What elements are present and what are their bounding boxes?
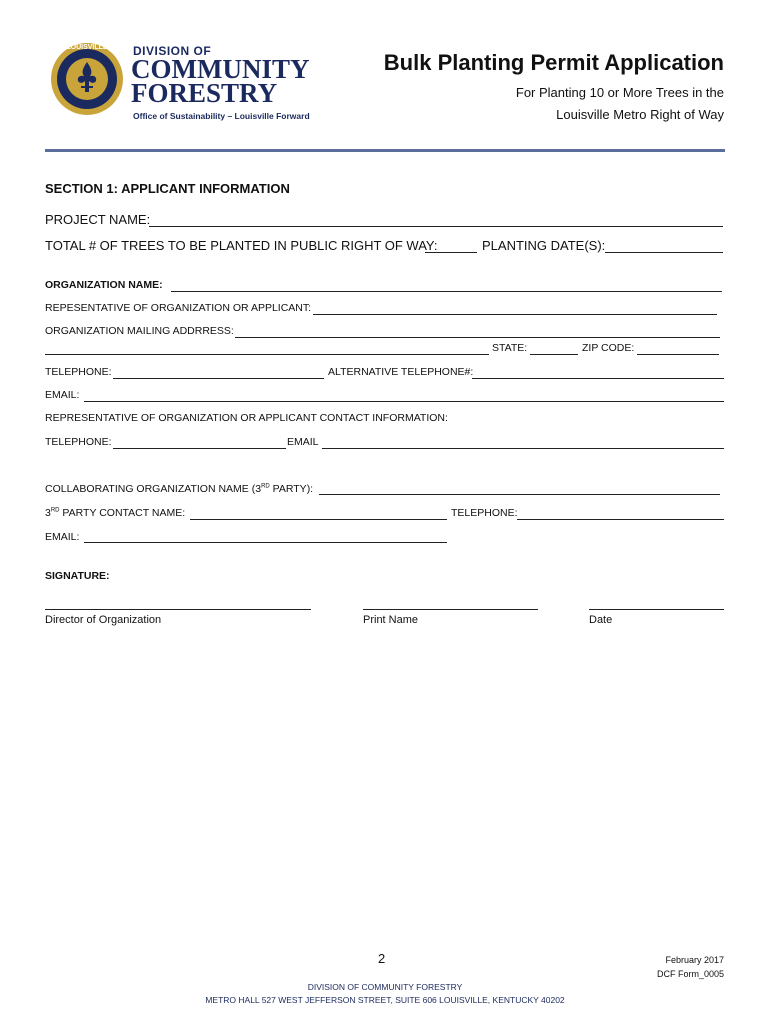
page-number: 2: [378, 951, 386, 966]
footer-form-id: DCF Form_0005: [656, 969, 724, 979]
director-label: Director of Organization: [45, 614, 162, 626]
total-trees-label: TOTAL # OF TREES TO BE PLANTED IN PUBLIC RIGHT OF WAY:: [45, 238, 438, 253]
page-subtitle-line1: For Planting 10 or More Trees in the: [515, 85, 724, 100]
print-name-line[interactable]: [363, 609, 538, 610]
collaborating-org-field[interactable]: [319, 494, 720, 495]
seal-ring-text: LOUISVILLE: [66, 44, 108, 51]
email-field[interactable]: [84, 401, 724, 402]
zip-code-label: ZIP CODE:: [582, 342, 635, 354]
rep-contact-info-label: REPRESENTATIVE OF ORGANIZATION OR APPLICANT CONTACT INFORMATION:: [45, 412, 448, 424]
project-name-field[interactable]: [149, 226, 723, 227]
telephone-label: TELEPHONE:: [45, 366, 112, 378]
project-name-label: PROJECT NAME:: [45, 212, 151, 227]
section-heading: SECTION 1: APPLICANT INFORMATION: [45, 181, 290, 196]
third-party-email-label: EMAIL:: [45, 531, 80, 543]
rep-telephone-field[interactable]: [113, 448, 286, 449]
footer-address-line: METRO HALL 527 WEST JEFFERSON STREET, SUITE 606 LOUISVILLE, KENTUCKY 40202: [205, 995, 565, 1005]
date-label: Date: [589, 614, 613, 626]
mailing-address-label: ORGANIZATION MAILING ADDRRESS:: [45, 325, 234, 337]
third-party-telephone-field[interactable]: [517, 519, 724, 520]
state-label: STATE:: [492, 342, 528, 354]
mailing-address-field-2[interactable]: [45, 354, 489, 355]
third-party-email-field[interactable]: [84, 542, 447, 543]
logo-office-line: Office of Sustainability – Louisville Forward: [133, 111, 310, 121]
footer-date: February 2017: [665, 955, 724, 965]
print-name-label: Print Name: [363, 614, 419, 626]
state-field[interactable]: [530, 354, 578, 355]
organization-name-field[interactable]: [171, 291, 722, 292]
alt-telephone-field[interactable]: [472, 378, 724, 379]
page-title: Bulk Planting Permit Application: [383, 50, 724, 75]
header-divider: [45, 149, 725, 152]
logo-community: COMMUNITY: [131, 54, 310, 84]
date-line[interactable]: [589, 609, 724, 610]
rep-email-label: EMAIL: [287, 436, 319, 448]
alt-telephone-label: ALTERNATIVE TELEPHONE#:: [328, 366, 474, 378]
email-label: EMAIL:: [45, 389, 80, 401]
total-trees-field[interactable]: [425, 252, 477, 253]
collaborating-org-label: COLLABORATING ORGANIZATION NAME (3RD PARTY):: [45, 483, 314, 495]
footer-org-line: DIVISION OF COMMUNITY FORESTRY: [307, 982, 463, 992]
signature-heading: SIGNATURE:: [45, 570, 110, 582]
planting-dates-label: PLANTING DATE(S):: [482, 238, 606, 253]
representative-field[interactable]: [313, 314, 717, 315]
logo-division-of: DIVISION OF: [133, 44, 212, 58]
third-party-contact-field[interactable]: [190, 519, 447, 520]
mailing-address-field-1[interactable]: [235, 337, 720, 338]
third-party-contact-label: 3RD PARTY CONTACT NAME:: [45, 507, 186, 519]
rep-email-field[interactable]: [322, 448, 724, 449]
zip-code-field[interactable]: [637, 354, 719, 355]
representative-label: REPESENTATIVE OF ORGANIZATION OR APPLICANT:: [45, 302, 312, 314]
telephone-field[interactable]: [113, 378, 324, 379]
seal-logo: [50, 42, 124, 116]
organization-name-label: ORGANIZATION NAME:: [45, 279, 163, 291]
planting-dates-field[interactable]: [605, 252, 723, 253]
rep-telephone-label: TELEPHONE:: [45, 436, 112, 448]
director-signature-line[interactable]: [45, 609, 311, 610]
page-subtitle-line2: Louisville Metro Right of Way: [556, 107, 724, 122]
logo-forestry: FORESTRY: [131, 78, 278, 108]
third-party-telephone-label: TELEPHONE:: [451, 507, 518, 519]
